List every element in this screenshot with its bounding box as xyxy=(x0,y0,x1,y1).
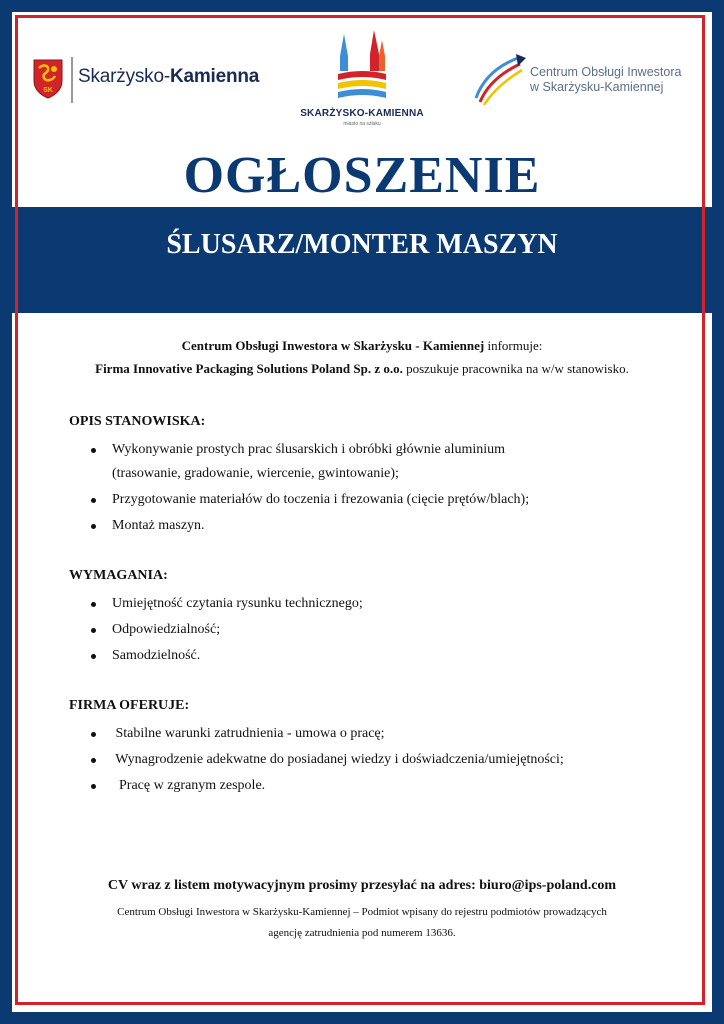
investor-center-text: Centrum Obsługi Inwestora w Skarżysku-Kamiennej xyxy=(530,65,682,94)
investor-center-logo xyxy=(472,50,692,110)
cv-instructions: CV wraz z listem motywacyjnym prosimy przesyłać na adres: biuro@ips-poland.com xyxy=(107,878,617,893)
city-crest-icon xyxy=(33,59,63,99)
registry-note: Centrum Obsługi Inwestora w Skarżysku-Kamiennej – Podmiot wpisany do rejestru podmiotów prowadzących agencję zatrudnienia pod numerem 13636. xyxy=(117,906,607,939)
requirements-heading: WYMAGANIA: xyxy=(69,568,168,583)
job-description-heading: OPIS STANOWISKA: xyxy=(69,414,206,429)
skarzysko-kamienna-logo xyxy=(286,26,438,131)
job-description-list xyxy=(88,438,648,540)
list-item: Samodzielność. xyxy=(88,644,648,668)
list-item: Stabilne warunki zatrudnienia - umowa o pracę; xyxy=(88,722,648,746)
svg-text:SK: SK xyxy=(43,87,53,94)
center-logo-name: SKARŻYSKO-KAMIENNA xyxy=(300,108,424,119)
requirements-list xyxy=(88,592,648,670)
logo-divider xyxy=(71,57,73,103)
city-logo-text: Skarżysko-Kamienna xyxy=(78,66,260,87)
list-item: Umiejętność czytania rysunku technicznego; xyxy=(88,592,648,616)
list-item: Wynagrodzenie adekwatne do posiadanej wiedzy i doświadczenia/umiejętności; xyxy=(88,748,648,772)
list-item: Pracę w zgranym zespole. xyxy=(88,774,648,798)
list-item: Montaż maszyn. xyxy=(88,514,648,538)
offer-list xyxy=(88,722,648,800)
city-logo xyxy=(33,57,278,103)
church-towers-logo-icon xyxy=(286,26,438,106)
list-item: Odpowiedzialność; xyxy=(88,618,648,642)
announcement-title: OGŁOSZENIE xyxy=(183,147,541,204)
position-title: ŚLUSARZ/MONTER MASZYN xyxy=(166,229,558,260)
intro-text: Centrum Obsługi Inwestora w Skarżysku - Kamiennej informuje: Firma Innovative Packaging Solutions Poland Sp. z o.o. poszukuje pracownika na w/w stanowisko. xyxy=(95,338,629,376)
rocket-swoosh-icon xyxy=(472,50,528,110)
list-item: Wykonywanie prostych prac ślusarskich i obróbki głównie aluminium (trasowanie, gradowanie, wiercenie, gwintowanie); xyxy=(88,438,648,486)
offer-heading: FIRMA OFERUJE: xyxy=(69,698,190,713)
center-logo-tagline: miasto na szlaku xyxy=(343,121,381,127)
list-item: Przygotowanie materiałów do toczenia i frezowania (cięcie prętów/blach); xyxy=(88,488,648,512)
